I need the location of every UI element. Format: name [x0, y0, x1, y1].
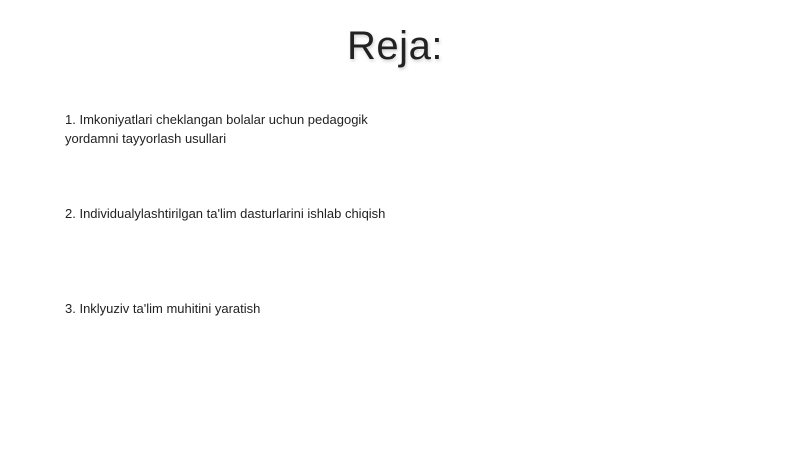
slide-title: Reja: — [347, 24, 443, 68]
plan-item-2: 2. Individualylashtirilgan ta'lim dasturlarini ishlab chiqish — [65, 206, 386, 221]
plan-item-1: 1. Imkoniyatlari cheklangan bolalar uchun pedagogik yordamni tayyorlash usullari — [65, 112, 368, 146]
plan-item-3: 3. Inklyuziv ta'lim muhitini yaratish — [65, 301, 261, 316]
